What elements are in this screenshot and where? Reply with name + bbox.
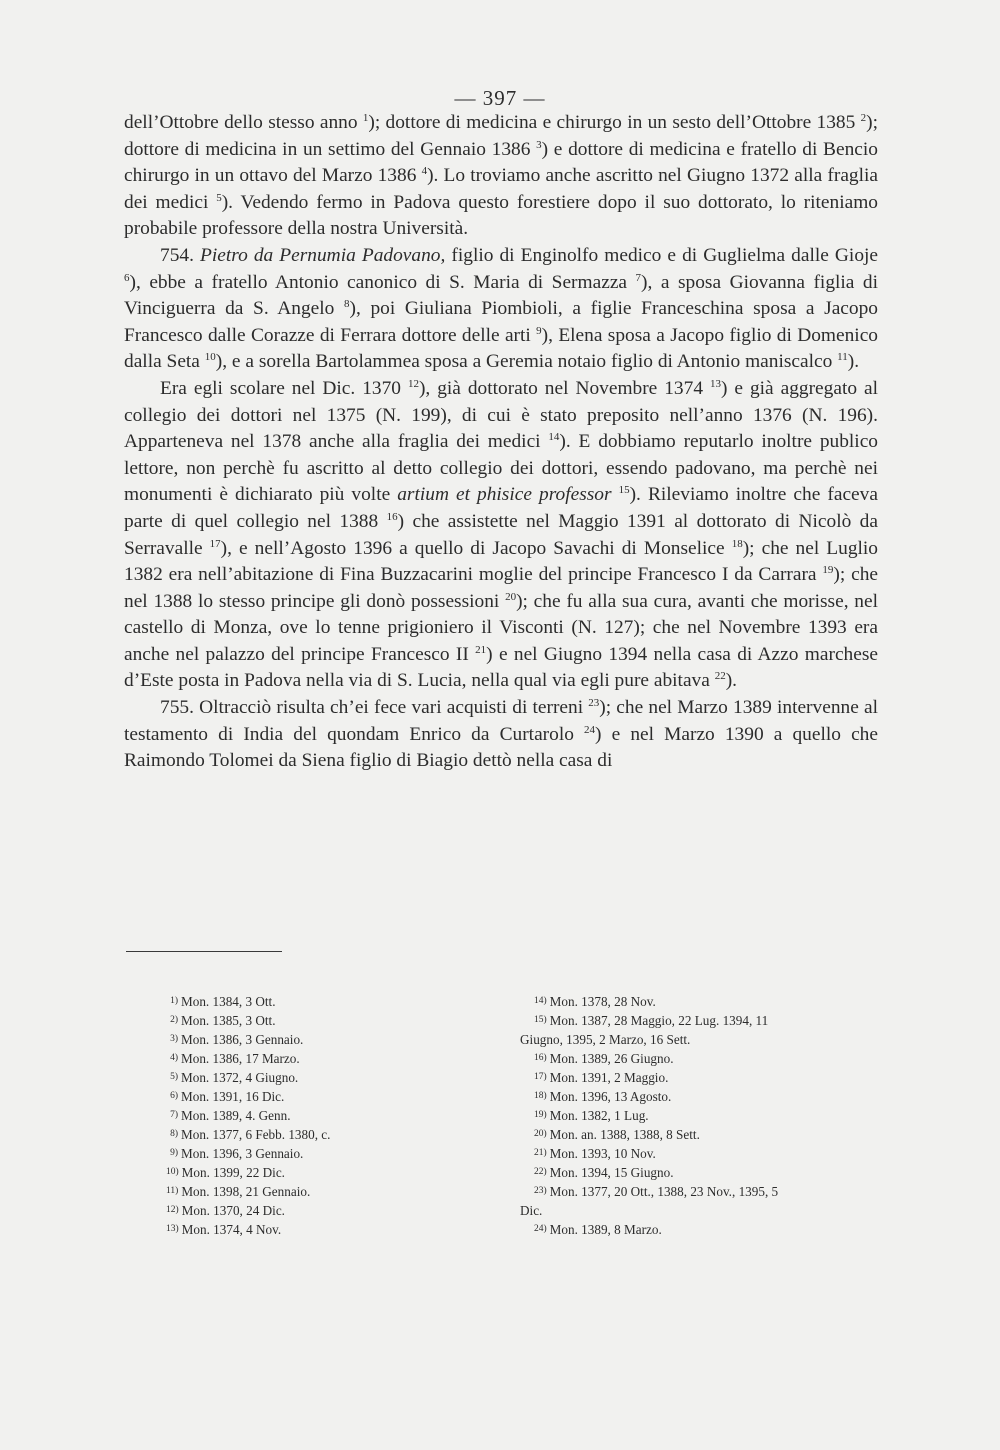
footnote-text: Mon. 1391, 16 Dic.	[181, 1089, 285, 1104]
footnote-item	[166, 1144, 466, 1163]
footnote-text: Mon. 1389, 8 Marzo.	[549, 1222, 662, 1237]
footnote-text: Mon. 1377, 6 Febb. 1380, c.	[181, 1127, 331, 1142]
text-run: ).	[847, 351, 860, 373]
text-run: ), poi Giuliana Piombioli, a figlie Franceschina sposa a Jacopo Francesco dalle Corazze di Ferrara dottore delle arti	[124, 298, 878, 346]
text-run: ) che assistette nel Maggio 1391 al dottorato di Nicolò da Serravalle	[124, 510, 878, 559]
footnote-text: Mon. 1394, 15 Giugno.	[549, 1165, 674, 1180]
footnote-text: Mon. 1396, 3 Gennaio.	[181, 1146, 304, 1161]
footnote-item	[520, 1087, 880, 1106]
text-run	[612, 484, 619, 505]
footnote-item	[520, 1220, 880, 1239]
footnote-text: Mon. 1384, 3 Ott.	[181, 994, 276, 1009]
footnote-ref: 22	[714, 670, 726, 683]
footnote-text: Mon. 1387, 28 Maggio, 22 Lug. 1394, 11	[549, 1013, 769, 1028]
footnote-mark: 22)	[534, 1167, 547, 1177]
footnote-mark: 2)	[170, 1015, 178, 1025]
footnote-mark: 3)	[170, 1034, 178, 1044]
section-number: 754.	[160, 244, 201, 266]
text-run: ) e dottore di medicina e fratello di Bencio chirurgo in un ottavo del Marzo 1386	[124, 138, 878, 187]
footnote-item	[166, 1125, 466, 1144]
footnote-text: Mon. 1377, 20 Ott., 1388, 23 Nov., 1395, 5	[549, 1184, 779, 1199]
footnote-mark: 17)	[534, 1072, 547, 1082]
footnote-text: Mon. 1389, 26 Giugno.	[549, 1051, 674, 1066]
footnote-ref: 21	[475, 643, 487, 656]
footnote-item	[520, 1163, 880, 1182]
footnote-mark: 10)	[166, 1167, 179, 1177]
footnote-continuation: Giugno, 1395, 2 Marzo, 16 Sett.	[520, 1032, 691, 1047]
footnote-mark: 15)	[534, 1015, 547, 1025]
text-run: ); che nel Marzo 1389 intervenne al testamento di India del quondam Enrico da Curtarolo	[124, 697, 878, 745]
footnote-mark: 16)	[534, 1053, 547, 1063]
footnote-mark: 8)	[170, 1129, 178, 1139]
footnote-ref: 5	[216, 191, 222, 204]
footnote-ref: 18	[731, 537, 743, 550]
footnote-item	[166, 1068, 466, 1087]
footnote-ref: 11	[837, 351, 848, 364]
footnote-item	[166, 1049, 466, 1068]
footnote-mark: 6)	[170, 1091, 178, 1101]
footnote-item	[166, 1011, 466, 1030]
footnote-ref: 12	[407, 377, 419, 390]
footnote-ref: 2	[860, 112, 867, 124]
text-run: ). Rileviamo inoltre che faceva parte di quel collegio nel 1388	[124, 484, 878, 532]
footnotes-left	[166, 992, 466, 1239]
footnote-item	[520, 1125, 880, 1144]
text-run: ).	[725, 670, 738, 692]
footnote-ref: 23	[588, 697, 600, 710]
footnote-ref: 3	[536, 138, 542, 151]
text-run: 755. Oltracciò risulta ch’ei fece vari acquisti di terreni	[160, 697, 589, 719]
text-run: ). Lo troviamo anche ascritto nel Giugno 1372 alla fraglia dei medici	[124, 165, 878, 213]
footnote-text: Mon. an. 1388, 1388, 8 Sett.	[549, 1127, 700, 1142]
text-run: ), già dottorato nel Novembre 1374	[418, 377, 710, 399]
footnote-text: Mon. 1382, 1 Lug.	[549, 1108, 649, 1123]
footnote-ref: 9	[536, 324, 542, 337]
footnote-item	[166, 1030, 466, 1049]
footnote-ref: 17	[209, 537, 221, 550]
text-run: ); che fu alla sua cura, avanti che morisse, nel castello di Monza, ove lo tenne prigioniero il Visconti (N. 127); che nel Novembre 1393 era anche nel palazzo del principe Francesco II	[124, 590, 878, 665]
text-run: figlio di Enginolfo medico e di Guglielma dalle Gioje	[445, 244, 879, 266]
footnote-continuation: Dic.	[520, 1203, 543, 1218]
footnote-text: Mon. 1398, 21 Gennaio.	[181, 1184, 311, 1199]
footnote-text: Mon. 1385, 3 Ott.	[181, 1013, 276, 1028]
footnote-ref: 16	[386, 510, 398, 523]
footnote-item	[166, 1220, 466, 1239]
footnote-mark: 20)	[534, 1129, 547, 1139]
text-run: ); che nel Luglio 1382 era nell’abitazione di Fina Buzzacarini moglie del principe Francesco I da Carrara	[124, 537, 878, 586]
footnote-mark: 13)	[166, 1224, 179, 1234]
footnote-text: Mon. 1399, 22 Dic.	[181, 1165, 285, 1180]
footnote-ref: 4	[421, 165, 428, 178]
footnote-mark: 19)	[534, 1110, 547, 1120]
footnote-ref: 14	[548, 431, 560, 444]
footnote-ref: 7	[635, 271, 642, 284]
paragraph-1	[124, 110, 878, 243]
text-run: ) e già aggregato al collegio dei dottori nel 1375 (N. 199), di cui è stato preposito nell’anno 1376 (N. 196). Apparteneva nel 1378 anche alla fraglia dei medici	[124, 377, 878, 453]
text-run: ), a sposa Giovanna figlia di Vinciguerra da S. Angelo	[124, 271, 878, 320]
footnote-item	[166, 1201, 466, 1220]
footnote-item	[166, 1106, 466, 1125]
footnote-mark: 11)	[166, 1186, 179, 1196]
paragraph-754	[124, 243, 878, 376]
footnote-text: Mon. 1396, 13 Agosto.	[549, 1089, 672, 1104]
text-run: ), e nell’Agosto 1396 a quello di Jacopo Savachi di Monselice	[220, 537, 732, 559]
footnote-item	[520, 1068, 880, 1087]
text-run: ); dottore di medicina in un settimo del Gennaio 1386	[124, 112, 878, 160]
footnote-divider	[126, 951, 282, 952]
paragraph-3	[124, 376, 878, 695]
footnote-item	[166, 1182, 466, 1201]
footnotes-right	[520, 992, 880, 1239]
page-number: — 397 —	[454, 86, 546, 110]
footnote-mark: 1)	[170, 996, 178, 1006]
footnote-mark: 24)	[534, 1224, 547, 1234]
footnote-ref: 20	[505, 590, 517, 603]
footnote-ref: 15	[618, 484, 630, 497]
text-run: ). Vedendo fermo in Padova questo forestiere dopo il suo dottorato, lo riteniamo probabile professore della nostra Università.	[124, 191, 878, 240]
footnote-mark: 5)	[170, 1072, 178, 1082]
text-run: ), e a sorella Bartolammea sposa a Geremia notaio figlio di Antonio maniscalco	[215, 351, 838, 373]
footnote-mark: 18)	[534, 1091, 547, 1101]
text-run: ). E dobbiamo reputarlo inoltre publico lettore, non perchè fu ascritto al detto collegio dei dottori, essendo padovano, ma perchè nei monumenti è dichiarato più volte	[124, 431, 878, 506]
latin-phrase: artium et phisice professor	[397, 484, 612, 506]
footnote-item	[520, 992, 880, 1011]
footnote-ref: 24	[584, 723, 596, 736]
footnote-item	[166, 1087, 466, 1106]
text-run: ), ebbe a fratello Antonio canonico di S. Maria di Sermazza	[129, 271, 636, 293]
text-run: dell’Ottobre dello stesso anno	[124, 112, 363, 133]
footnote-text: Mon. 1386, 3 Gennaio.	[181, 1032, 304, 1047]
footnote-mark: 14)	[534, 996, 547, 1006]
text-run: ) e nel Giugno 1394 nella casa di Azzo marchese d’Este posta in Padova nella via di S. Lucia, nella qual via egli pure abitava	[124, 643, 879, 692]
footnote-ref: 8	[344, 298, 350, 311]
footnote-text: Mon. 1370, 24 Dic.	[181, 1203, 285, 1218]
footnote-mark: 23)	[534, 1186, 547, 1196]
footnote-item	[520, 1106, 880, 1125]
footnote-text: Mon. 1372, 4 Giugno.	[181, 1070, 299, 1085]
footnote-ref: 19	[822, 564, 834, 577]
footnote-text: Mon. 1393, 10 Nov.	[549, 1146, 656, 1161]
footnote-mark: 9)	[170, 1148, 178, 1158]
person-name: Pietro da Pernumia Padovano,	[200, 244, 446, 266]
main-text	[124, 110, 878, 775]
footnote-text: Mon. 1378, 28 Nov.	[549, 994, 656, 1009]
footnote-ref: 1	[362, 112, 369, 124]
footnote-mark: 7)	[170, 1110, 178, 1120]
footnote-item	[520, 1011, 880, 1030]
footnote-mark: 12)	[166, 1205, 179, 1215]
text-run: ), Elena sposa a Jacopo figlio di Domenico dalla Seta	[124, 324, 878, 373]
footnote-mark: 4)	[170, 1053, 178, 1063]
footnote-mark: 21)	[534, 1148, 547, 1158]
footnote-text: Mon. 1391, 2 Maggio.	[549, 1070, 669, 1085]
text-run: ); dottore di medicina e chirurgo in un sesto dell’Ottobre 1385	[368, 112, 861, 133]
footnote-ref: 13	[709, 377, 721, 390]
text-run: ); che nel 1388 lo stesso principe gli donò possessioni	[124, 564, 878, 612]
footnote-item	[166, 992, 466, 1011]
footnote-text: Mon. 1374, 4 Nov.	[181, 1222, 282, 1237]
footnote-item	[166, 1163, 466, 1182]
paragraph-755	[124, 695, 878, 775]
footnote-item	[520, 1049, 880, 1068]
footnote-item	[520, 1182, 880, 1201]
text-run: ) e nel Marzo 1390 a quello che Raimondo Tolomei da Siena figlio di Biagio dettò nella casa di	[124, 723, 878, 772]
text-run: Era egli scolare nel Dic. 1370	[160, 377, 408, 399]
footnote-ref: 6	[124, 271, 130, 284]
footnote-text: Mon. 1386, 17 Marzo.	[181, 1051, 300, 1066]
footnote-text: Mon. 1389, 4. Genn.	[181, 1108, 291, 1123]
footnote-ref: 10	[204, 351, 216, 364]
footnote-item	[520, 1144, 880, 1163]
